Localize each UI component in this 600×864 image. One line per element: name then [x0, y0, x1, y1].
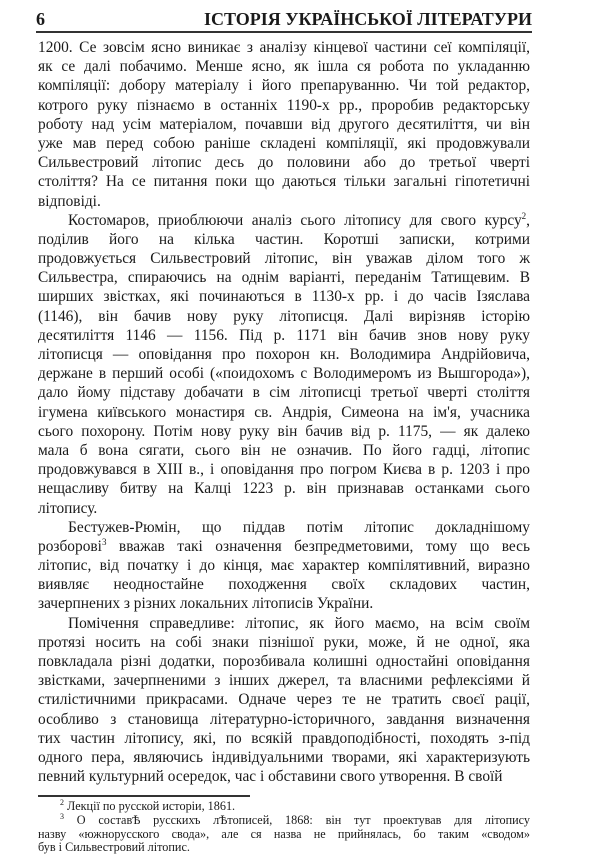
footnote-marker: 3	[101, 536, 107, 547]
text-fragment: О составѢ русскихъ лѢтописей, 1868: він тут проектував для літопису	[64, 812, 530, 827]
text-line: роботу над усім матеріалом, почавши від другого десятиліття, чи він	[38, 115, 530, 133]
text-line: тих частин літопису, які, по всякій правдоподібності, походять з-під	[38, 729, 530, 747]
page-header	[36, 6, 532, 30]
text-line: певний культурний осередок, час і обставини свого утворення. В своїй	[38, 768, 503, 786]
text-line	[38, 800, 530, 814]
page-number: 6	[36, 9, 45, 29]
text-line: звістками, зачерпненими з інших джерел, та власними рефлексіями й	[38, 672, 530, 690]
text-line: котрого руку пізнаємо в останніх 1190-х рр., проробив редакторську	[38, 96, 530, 114]
text-line	[38, 537, 530, 556]
text-line: був і Сильвестровий літопис.	[38, 840, 190, 855]
text-fragment: вважав такі означення безпредметовими, тому що весь	[106, 537, 530, 555]
text-fragment: Лекції по русской исторіи, 1861.	[64, 799, 236, 813]
text-line: компіляції: добору матеріалу і його препаруванню. Чи той редактор,	[38, 77, 530, 95]
header-rule	[36, 31, 532, 33]
footnote-marker: 3	[60, 811, 64, 821]
text-line: ігумена київського монастиря св. Андрія, Симеона на ім'я, учасника	[38, 403, 530, 421]
paragraph	[38, 518, 530, 614]
text-line: особливо з становища літературно-історичного, завдання визначення	[38, 710, 530, 728]
text-line	[38, 211, 530, 230]
footnote	[38, 811, 530, 855]
text-line: Сильвестра, спираючись на однім варіанті, переданім Татищевим. В	[38, 269, 530, 287]
text-line: назву «южнорусского свода», але ся назва не прийнялась, бо таким «сводом»	[38, 826, 530, 841]
footnote-marker: 2	[521, 210, 527, 221]
footnote-marker: 2	[60, 798, 64, 807]
text-line: стилістичними прикрасами. Одначе через те не тратить своєї рації,	[38, 691, 530, 709]
paragraph	[38, 38, 530, 211]
text-line: літопису.	[38, 499, 98, 517]
text-line: уже мав перед собою раніше складені компіляції, які продовжували	[38, 134, 530, 152]
text-line: Сильвестровий літопис десь до половини або до третьої чверті	[38, 154, 530, 172]
text-line: як се далі побачимо. Менше ясно, як ішла ся робота по укладанню	[38, 58, 530, 76]
text-line	[38, 811, 530, 828]
text-line: мала б вона сягати, сього він не означив. По його гадці, літопис	[38, 441, 530, 459]
text-line: продовжується Сильвестровий літопис, він уважав ділом того ж	[38, 250, 530, 268]
text-line: одного пера, являючись індивідуальними творами, які характеризують	[38, 748, 530, 766]
text-line: держане в перший особі («поидохомъ с Володимеромъ из Вышгорода»),	[38, 365, 530, 383]
text-line: Бестужев-Рюмін, що піддав потім літопис докладнішому	[68, 518, 530, 536]
text-fragment: Костомаров, приоблюючи аналіз сього літопису для свого курсу	[68, 211, 522, 229]
text-fragment: ,	[526, 211, 530, 229]
text-line: виявляє неодностайне походження своїх складових частин,	[38, 576, 530, 594]
paragraph	[38, 614, 530, 787]
text-fragment: розборові	[38, 537, 102, 555]
text-line: (1146), він бачив нову руку літописця. Далі вирізняв історію	[38, 307, 530, 325]
footnotes	[38, 800, 530, 855]
text-line: дало йому підставу добачати в сім літописці третьої чверті століття	[38, 384, 530, 402]
text-line: продовжувався в XIII в., і оповідання про погром Києва в р. 1203 і про	[38, 461, 530, 479]
text-line: нещасливу битву на Калці 1223 р. він признавав останками сього	[38, 480, 530, 498]
text-line: століття? На се питання поки що даються тільки загальні гіпотетичні	[38, 173, 530, 191]
body-text	[38, 38, 530, 786]
text-line: повкладала різні додатки, порозбивала колишні одностайні оповідання	[38, 653, 530, 670]
footnote	[38, 800, 530, 814]
text-line: 1200. Се зовсім ясно виникає з аналізу кінцевої частини сеї компіляції,	[38, 39, 530, 56]
text-line: літописця — оповідання про похорон кн. Володимира Андрійовича,	[38, 346, 530, 363]
footnote-rule	[38, 795, 250, 797]
text-line: ширших звістках, які починаються в 1130-х рр. і до часів Ізяслава	[38, 288, 530, 306]
text-line: Помічення справедливе: літопис, як його маємо, на всім своїм	[68, 614, 530, 632]
paragraph	[38, 211, 530, 518]
text-line: поділив його на кілька частин. Коротші записки, котрими	[38, 230, 530, 248]
text-line: відповіді.	[38, 192, 101, 210]
running-title: ІСТОРІЯ УКРАЇНСЬКОЇ ЛІТЕРАТУРИ	[204, 9, 532, 29]
text-line: літопис, від початку і до кінця, має характер компілятивний, виразно	[38, 557, 530, 575]
text-line: протязі носить на собі знаки пізнішої руки, може, й не одної, яка	[38, 633, 530, 651]
text-line: десятиліття 1146 — 1156. Під р. 1171 він бачив знов нову руку	[38, 326, 530, 344]
text-line: сього похорону. Потім нову руку він бачив від р. 1175, — як далеко	[38, 422, 530, 440]
text-line: зачерпнених з різних локальних літописів України.	[38, 595, 374, 613]
